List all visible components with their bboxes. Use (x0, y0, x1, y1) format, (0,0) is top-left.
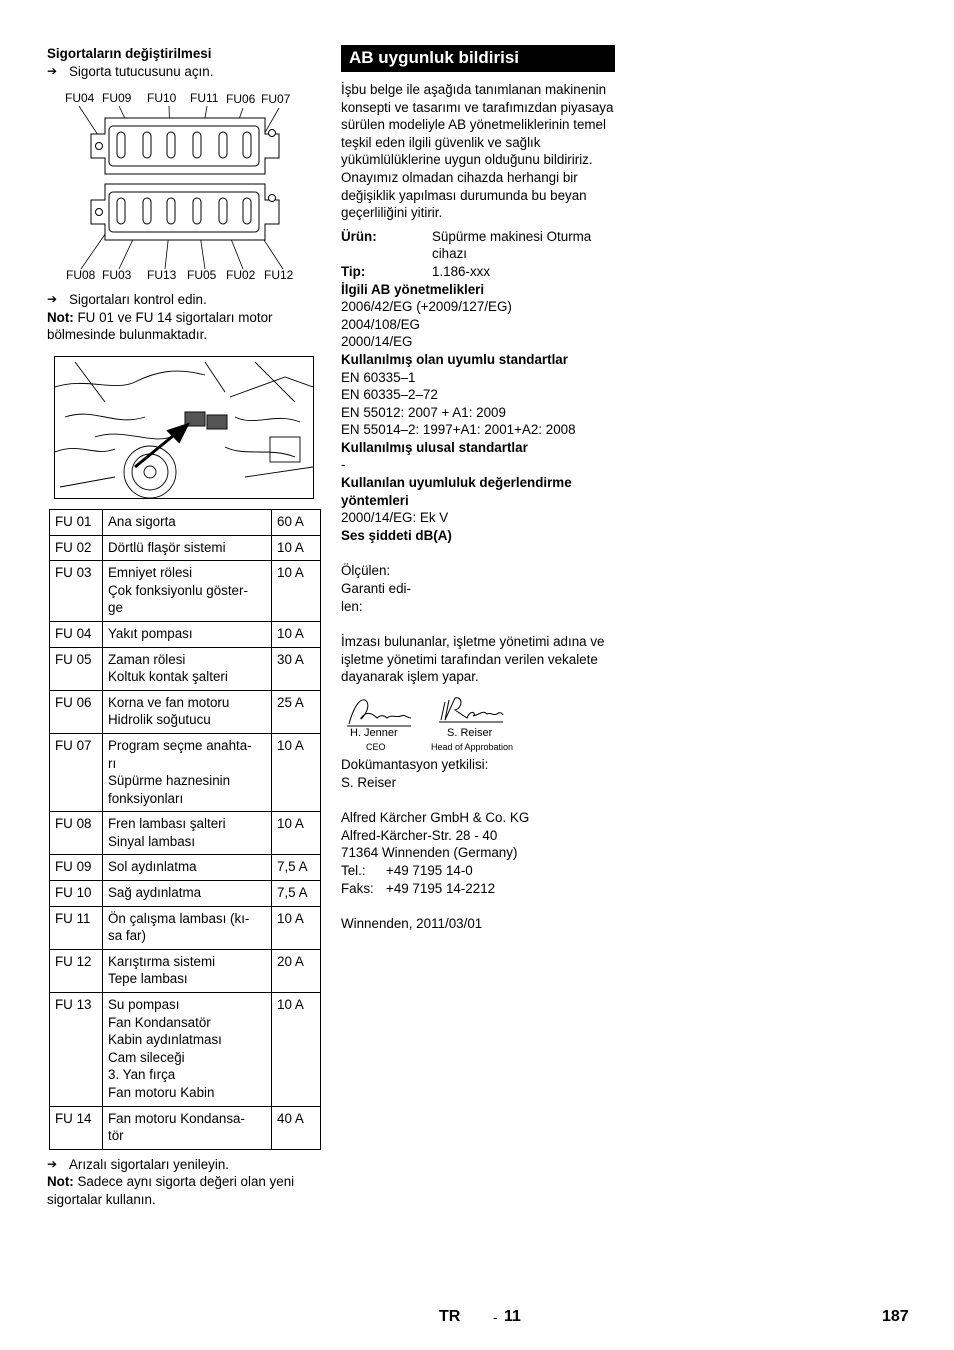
fuse-description-line: Yakıt pompası (108, 625, 193, 641)
fuse-id: FU 07 (50, 733, 103, 811)
note-label: Not: (47, 309, 74, 325)
fuse-holder-drawing (47, 86, 322, 291)
fuse-row (50, 733, 321, 811)
fuse-row (50, 812, 321, 855)
fuse-id: FU 14 (50, 1106, 103, 1149)
fuse-id: FU 09 (50, 855, 103, 881)
left-column (47, 45, 322, 1209)
step-text: Arızalı sigortaları yenileyin. (69, 1156, 230, 1172)
fuse-id: FU 06 (50, 690, 103, 733)
measured-label: Ölçülen: (341, 563, 391, 579)
note-text: Sadece aynı sigorta değeri olan yeni sigortalar kullanın. (47, 1174, 295, 1207)
engine-compartment-photo (54, 356, 314, 499)
fuse-description-line: Tepe lambası (108, 971, 188, 987)
standard-item: EN 55014–2: 1997+A1: 2001+A2: 2008 (341, 422, 576, 438)
section-heading-fuses: Sigortaların değiştirilmesi (47, 46, 212, 61)
directive-item: 2006/42/EG (+2009/127/EG) (341, 299, 512, 315)
place-date: Winnenden, 2011/03/01 (341, 916, 483, 932)
company-street: Alfred-Kärcher-Str. 28 - 40 (341, 827, 498, 843)
standard-item: EN 60335–2–72 (341, 387, 438, 403)
fuse-description (103, 855, 272, 881)
arrow-right-icon: ➔ (47, 1156, 58, 1171)
fuse-description (103, 509, 272, 535)
type-row (341, 263, 617, 281)
fuse-amperage: 10 A (272, 812, 321, 855)
fuse-id: FU 04 (50, 621, 103, 647)
step-check-fuses (47, 291, 322, 309)
fuse-description-line: Sinyal lambası (108, 833, 196, 849)
fuse-description-line: Zaman rölesi (108, 651, 186, 667)
fuse-description-line: Süpürme haznesinin (108, 773, 231, 789)
procedure-heading: Kullanılan uyumluluk değerlendirme yöntemleri (341, 475, 572, 508)
company-city: 71364 Winnenden (Germany) (341, 845, 518, 861)
fuse-amperage: 10 A (272, 535, 321, 561)
documentation-label: Dokümantasyon yetkilisi: (341, 757, 489, 772)
fuse-description-line: ge (108, 600, 123, 616)
fuse-row (50, 993, 321, 1107)
signer-role: Head of Approbation (431, 742, 514, 752)
signature-block (341, 692, 617, 756)
fuse-amperage: 10 A (272, 621, 321, 647)
product-row (341, 228, 617, 263)
fuse-description-line: Korna ve fan motoru (108, 694, 230, 710)
fuse-description-line: Program seçme anahta- (108, 737, 252, 753)
national-standards-value: - (341, 457, 346, 473)
fuse-description-line: Fan Kondansatör (108, 1014, 211, 1030)
fuse-id: FU 03 (50, 561, 103, 622)
fuse-description-line: Fren lambası şalteri (108, 816, 226, 832)
fuse-description (103, 621, 272, 647)
fuse-id: FU 10 (50, 881, 103, 907)
type-value: 1.186-xxx (432, 263, 491, 279)
phone-row (341, 862, 617, 880)
procedure-value: 2000/14/EG: Ek V (341, 510, 449, 526)
note-same-value (47, 1173, 322, 1208)
fuse-id: FU 13 (50, 993, 103, 1107)
type-label: Tip: (341, 263, 366, 279)
fuse-description (103, 881, 272, 907)
fuse-amperage: 20 A (272, 949, 321, 992)
fuse-row (50, 855, 321, 881)
fuse-amperage: 30 A (272, 647, 321, 690)
signer-name: S. Reiser (447, 727, 493, 739)
engine-illustration (55, 357, 313, 498)
fuse-id: FU 01 (50, 509, 103, 535)
fuse-description (103, 733, 272, 811)
fax-value: +49 7195 14-2212 (386, 880, 496, 896)
fuse-row (50, 561, 321, 622)
footer-language: TR (439, 1308, 461, 1325)
national-standards-heading: Kullanılmış ulusal standartlar (341, 439, 528, 455)
fuse-description-line: 3. Yan fırça (108, 1067, 176, 1083)
signer-name: H. Jenner (350, 727, 398, 739)
standard-item: EN 55012: 2007 + A1: 2009 (341, 404, 506, 420)
fuse-label-top: FU06 (226, 92, 256, 107)
directive-item: 2004/108/EG (341, 316, 420, 332)
footer-separator: - (493, 1309, 498, 1325)
footer-page-number: 187 (882, 1308, 909, 1325)
fuse-description-line: Dörtlü flaşör sistemi (108, 539, 226, 555)
company-name: Alfred Kärcher GmbH & Co. KG (341, 810, 530, 826)
fuse-id: FU 12 (50, 949, 103, 992)
fuse-amperage: 40 A (272, 1106, 321, 1149)
fuse-label-bottom: FU03 (102, 268, 132, 283)
fuse-description-line: Hidrolik soğutucu (108, 712, 211, 728)
fuse-label-top: FU07 (261, 92, 291, 107)
arrow-right-icon: ➔ (47, 63, 58, 78)
directive-item: 2000/14/EG (341, 334, 413, 350)
phone-value: +49 7195 14-0 (386, 862, 473, 878)
fuse-amperage: 10 A (272, 561, 321, 622)
phone-label: Tel.: (341, 862, 366, 878)
fuse-description-line: Karıştırma sistemi (108, 953, 216, 969)
documentation-name: S. Reiser (341, 774, 397, 790)
fuse-description-line: Fan motoru Kabin (108, 1085, 215, 1100)
fuse-description-line: Fan motoru Kondansa- (108, 1110, 245, 1126)
fuse-amperage: 7,5 A (272, 855, 321, 881)
standard-item: EN 60335–1 (341, 369, 416, 385)
fuse-description (103, 561, 272, 622)
signer-role: CEO (366, 742, 386, 752)
fuse-description-line: Kabin aydınlatması (108, 1032, 222, 1048)
fuse-description-line: Ön çalışma lambası (kı- (108, 910, 250, 926)
fuse-description-line: Koltuk kontak şalteri (108, 669, 228, 685)
fuse-description (103, 535, 272, 561)
fax-label: Faks: (341, 880, 374, 896)
fuse-id: FU 02 (50, 535, 103, 561)
fuse-description-line: Emniyet rölesi (108, 565, 193, 581)
fuse-amperage: 25 A (272, 690, 321, 733)
fuse-description-line: tör (108, 1128, 124, 1144)
fuse-label-top: FU04 (65, 91, 95, 106)
fuse-description (103, 1106, 272, 1149)
fuse-description-line: Cam sileceği (108, 1049, 185, 1065)
fuse-row (50, 621, 321, 647)
fuse-row (50, 949, 321, 992)
fuse-amperage: 7,5 A (272, 881, 321, 907)
fuse-label-bottom: FU08 (66, 268, 96, 283)
step-text: Sigortaları kontrol edin. (69, 292, 207, 308)
note-text: FU 01 ve FU 14 sigortaları motor bölmesinde bulunmaktadır. (47, 309, 273, 343)
fuse-table (49, 509, 321, 1150)
note-label: Not: (47, 1174, 74, 1190)
fuse-description (103, 993, 272, 1107)
standards-heading: Kullanılmış olan uyumlu standartlar (341, 351, 568, 367)
signatories-text: İmzası bulunanlar, işletme yönetimi adına ve işletme yönetimi tarafından verilen vekalete dayanarak işlem yapar. (341, 634, 605, 685)
fuse-label-bottom: FU02 (226, 268, 256, 283)
fuse-id: FU 11 (50, 906, 103, 949)
fuse-label-top: FU09 (102, 91, 132, 106)
fuse-description (103, 690, 272, 733)
fuse-row (50, 881, 321, 907)
fuse-row (50, 647, 321, 690)
step-open-holder (47, 63, 322, 81)
signatures-drawing (341, 692, 541, 732)
fax-row (341, 880, 617, 898)
fuse-description (103, 647, 272, 690)
declaration-intro: İşbu belge ile aşağıda tanımlanan makinenin konsepti ve tasarımı ve tarafımızdan piyasaya sürülen modeliyle AB yönetmeliklerinin temel teşkil eden ilgili güvenlik ve sağlık yükümlülüklerine uygun olduğunu bildiririz. Onayımız olmadan cihazda herhangi bir değişiklik yapılması durumunda bu beyan geçerliliğini yitirir. (341, 82, 614, 221)
fuse-description-line: Sağ aydınlatma (108, 885, 202, 901)
fuse-description-line: rı (108, 755, 117, 771)
fuse-amperage: 10 A (272, 993, 321, 1107)
fuse-label-bottom: FU12 (264, 268, 294, 283)
declaration-title: AB uygunluk bildirisi (341, 45, 615, 72)
fuse-label-top: FU11 (190, 91, 219, 106)
fuse-id: FU 08 (50, 812, 103, 855)
guaranteed-label: Garanti edi- (341, 581, 411, 597)
fuse-description-line: Çok fonksiyonlu göster- (108, 582, 248, 598)
fuse-description-line: fonksiyonları (108, 790, 184, 806)
step-replace-fuses (47, 1156, 322, 1174)
footer-section-page: 11 (504, 1308, 521, 1325)
fuse-description (103, 812, 272, 855)
fuse-holder-diagram (47, 86, 322, 291)
fuse-label-bottom: FU13 (147, 268, 177, 283)
fuse-row (50, 690, 321, 733)
guaranteed-label-cont: len: (341, 598, 363, 614)
fuse-row (50, 509, 321, 535)
product-label: Ürün: (341, 228, 377, 244)
directives-heading: İlgili AB yönetmelikleri (341, 281, 485, 297)
fuse-amperage: 10 A (272, 733, 321, 811)
fuse-description-line: sa far) (108, 928, 146, 944)
note-engine-fuses (47, 309, 322, 344)
fuse-description (103, 949, 272, 992)
step-text: Sigorta tutucusunu açın. (69, 63, 214, 79)
fuse-row (50, 906, 321, 949)
fuse-description-line: Ana sigorta (108, 513, 176, 529)
fuse-label-bottom: FU05 (187, 268, 217, 283)
right-column (341, 45, 617, 933)
fuse-id: FU 05 (50, 647, 103, 690)
fuse-row (50, 1106, 321, 1149)
fuse-description-line: Sol aydınlatma (108, 859, 197, 875)
fuse-description-line: Su pompası (108, 997, 180, 1013)
fuse-amperage: 60 A (272, 509, 321, 535)
product-value: Süpürme makinesi Oturma cihazı (432, 228, 592, 262)
fuse-amperage: 10 A (272, 906, 321, 949)
arrow-right-icon: ➔ (47, 292, 58, 307)
fuse-description (103, 906, 272, 949)
fuse-row (50, 535, 321, 561)
fuse-label-top: FU10 (147, 91, 177, 106)
sound-heading: Ses şiddeti dB(A) (341, 527, 452, 543)
